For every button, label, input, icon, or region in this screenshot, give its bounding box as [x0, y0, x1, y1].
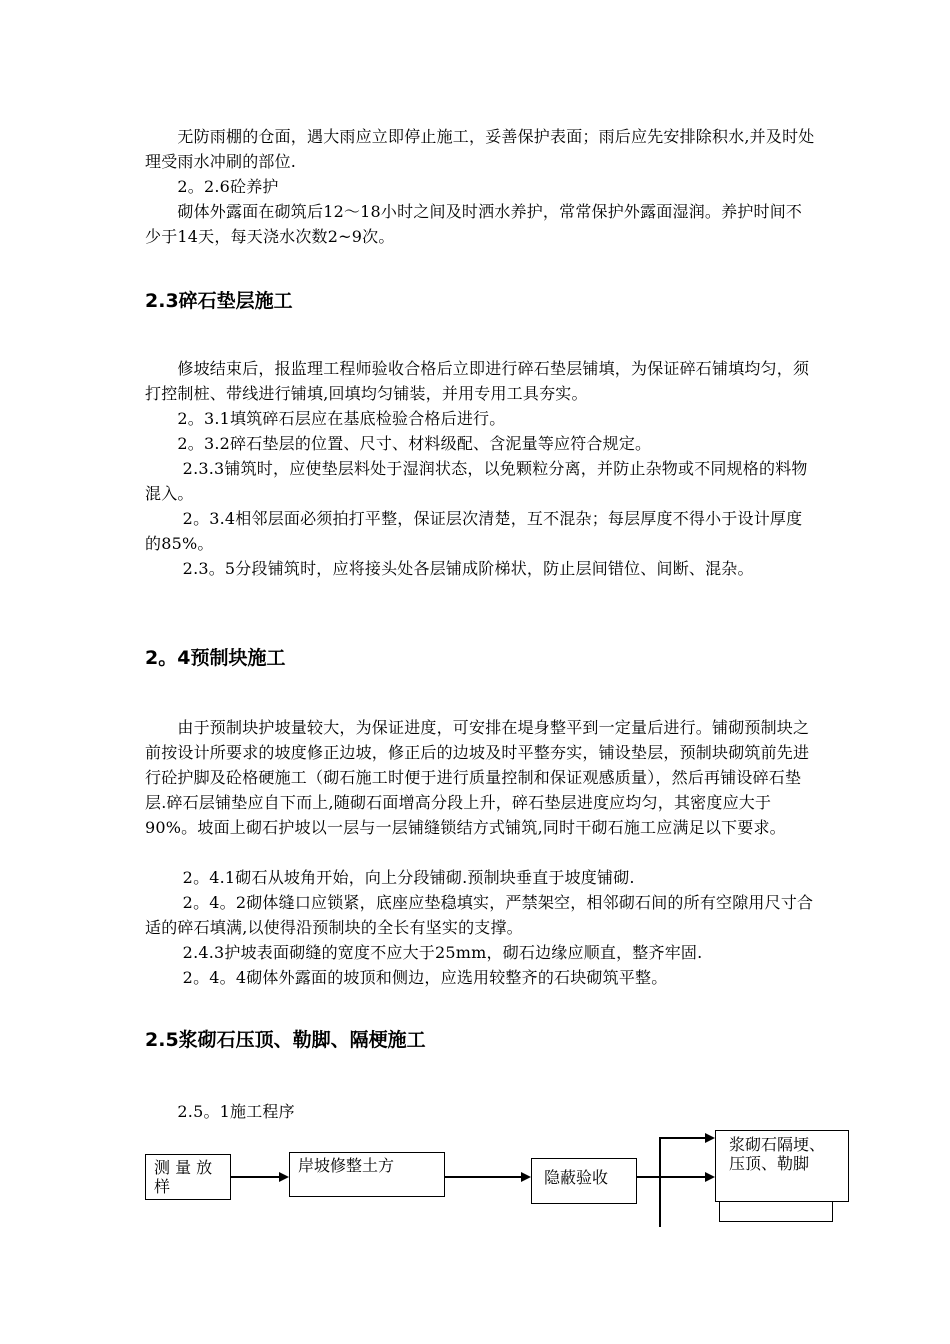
paragraph-curing: 砌体外露面在砌筑后12～18小时之间及时洒水养护，常常保护外露面湿润。养护时间不少于14天，每天浇水次数2~9次。: [145, 202, 803, 246]
flow-arrow-1-head: [279, 1172, 289, 1182]
flow-step-slope-trimming-label: 岸坡修整土方: [298, 1156, 395, 1175]
paragraph-2-3-3: 2.3.3铺筑时，应使垫层料处于湿润状态，以免颗粒分离，并防止杂物或不同规格的料物混入。: [145, 459, 808, 503]
flow-arrow-3-line: [637, 1176, 660, 1178]
flow-step-slope-trimming: [289, 1152, 445, 1197]
paragraph-2-4-2: 2。4。2砌体缝口应锁紧，底座应垫稳填实，严禁架空，相邻砌石间的所有空隙用尺寸合适的碎石填满,以使得沿预制块的全长有坚实的支撑。: [145, 893, 814, 937]
flow-branch-mid-head: [705, 1172, 715, 1182]
paragraph-2-3-5: 2.3。5分段铺筑时，应将接头处各层铺成阶梯状，防止层间错位、间断、混杂。: [145, 559, 754, 578]
paragraph-gravel-intro: 修坡结束后，报监理工程师验收合格后立即进行碎石垫层铺填，为保证碎石铺填均匀，须打控制桩、带线进行铺填,回填均匀铺装，并用专用工具夯实。: [145, 359, 810, 403]
flow-step-concealed-inspection: [531, 1158, 637, 1204]
flow-step-masonry-label: 浆砌石隔埂、压顶、勒脚: [729, 1135, 826, 1173]
heading-2-5: 2.5浆砌石压顶、勒脚、隔梗施工: [145, 1029, 426, 1051]
flow-arrow-2-line: [445, 1176, 523, 1178]
paragraph-precast-intro: 由于预制块护坡量较大，为保证进度，可安排在堤身整平到一定量后进行。铺砌预制块之前按设计所要求的坡度修正边坡，修正后的边坡及时平整夯实，铺设垫层，预制块砌筑前先进行砼护脚及砼格硬施工（砌石施工时便于进行质量控制和保证观感质量），然后再铺设碎石垫层.碎石层铺垫应自下而上,随砌石面增高分段上升，碎石垫层进度应均匀，其密度应大于90%。坡面上砌石护坡以一层与一层铺缝锁结方式铺筑,同时干砌石施工应满足以下要求。: [145, 718, 810, 837]
heading-2-4: 2。4预制块施工: [145, 647, 286, 669]
flow-step-masonry: [715, 1130, 849, 1202]
flow-step-concealed-inspection-label: 隐蔽验收: [544, 1168, 609, 1187]
flow-branch-vertical: [659, 1137, 661, 1227]
flow-step-survey-label: 测 量 放 样: [154, 1158, 213, 1196]
flow-branch-mid-line: [659, 1176, 707, 1178]
flow-arrow-1-line: [231, 1176, 281, 1178]
flow-branch-top-line: [659, 1137, 707, 1139]
flow-branch-top-head: [705, 1133, 715, 1143]
flow-arrow-2-head: [521, 1172, 531, 1182]
paragraph-2-4-4: 2。4。4砌体外露面的坡顶和侧边，应选用较整齐的石块砌筑平整。: [145, 968, 668, 987]
paragraph-2-3-4: 2。3.4相邻层面必须拍打平整，保证层次清楚，互不混杂；每层厚度不得小于设计厚度的85%。: [145, 509, 803, 553]
paragraph-2-4-1: 2。4.1砌石从坡角开始，向上分段铺砌.预制块垂直于坡度铺砌.: [145, 868, 635, 887]
paragraph-rain-protection: 无防雨棚的仓面，遇大雨应立即停止施工，妥善保护表面；雨后应先安排除积水,并及时处理受雨水冲刷的部位.: [145, 127, 815, 171]
paragraph-2-5-1: 2.5。1施工程序: [145, 1102, 295, 1121]
paragraph-subheading-curing: 2。2.6砼养护: [145, 177, 279, 196]
flow-step-survey: [145, 1154, 231, 1200]
paragraph-2-4-3: 2.4.3护坡表面砌缝的宽度不应大于25mm，砌石边缘应顺直，整齐牢固.: [145, 943, 703, 962]
paragraph-2-3-1: 2。3.1填筑碎石层应在基底检验合格后进行。: [145, 409, 506, 428]
paragraph-2-3-2: 2。3.2碎石垫层的位置、尺寸、材料级配、含泥量等应符合规定。: [145, 434, 652, 453]
heading-2-3: 2.3碎石垫层施工: [145, 290, 293, 312]
